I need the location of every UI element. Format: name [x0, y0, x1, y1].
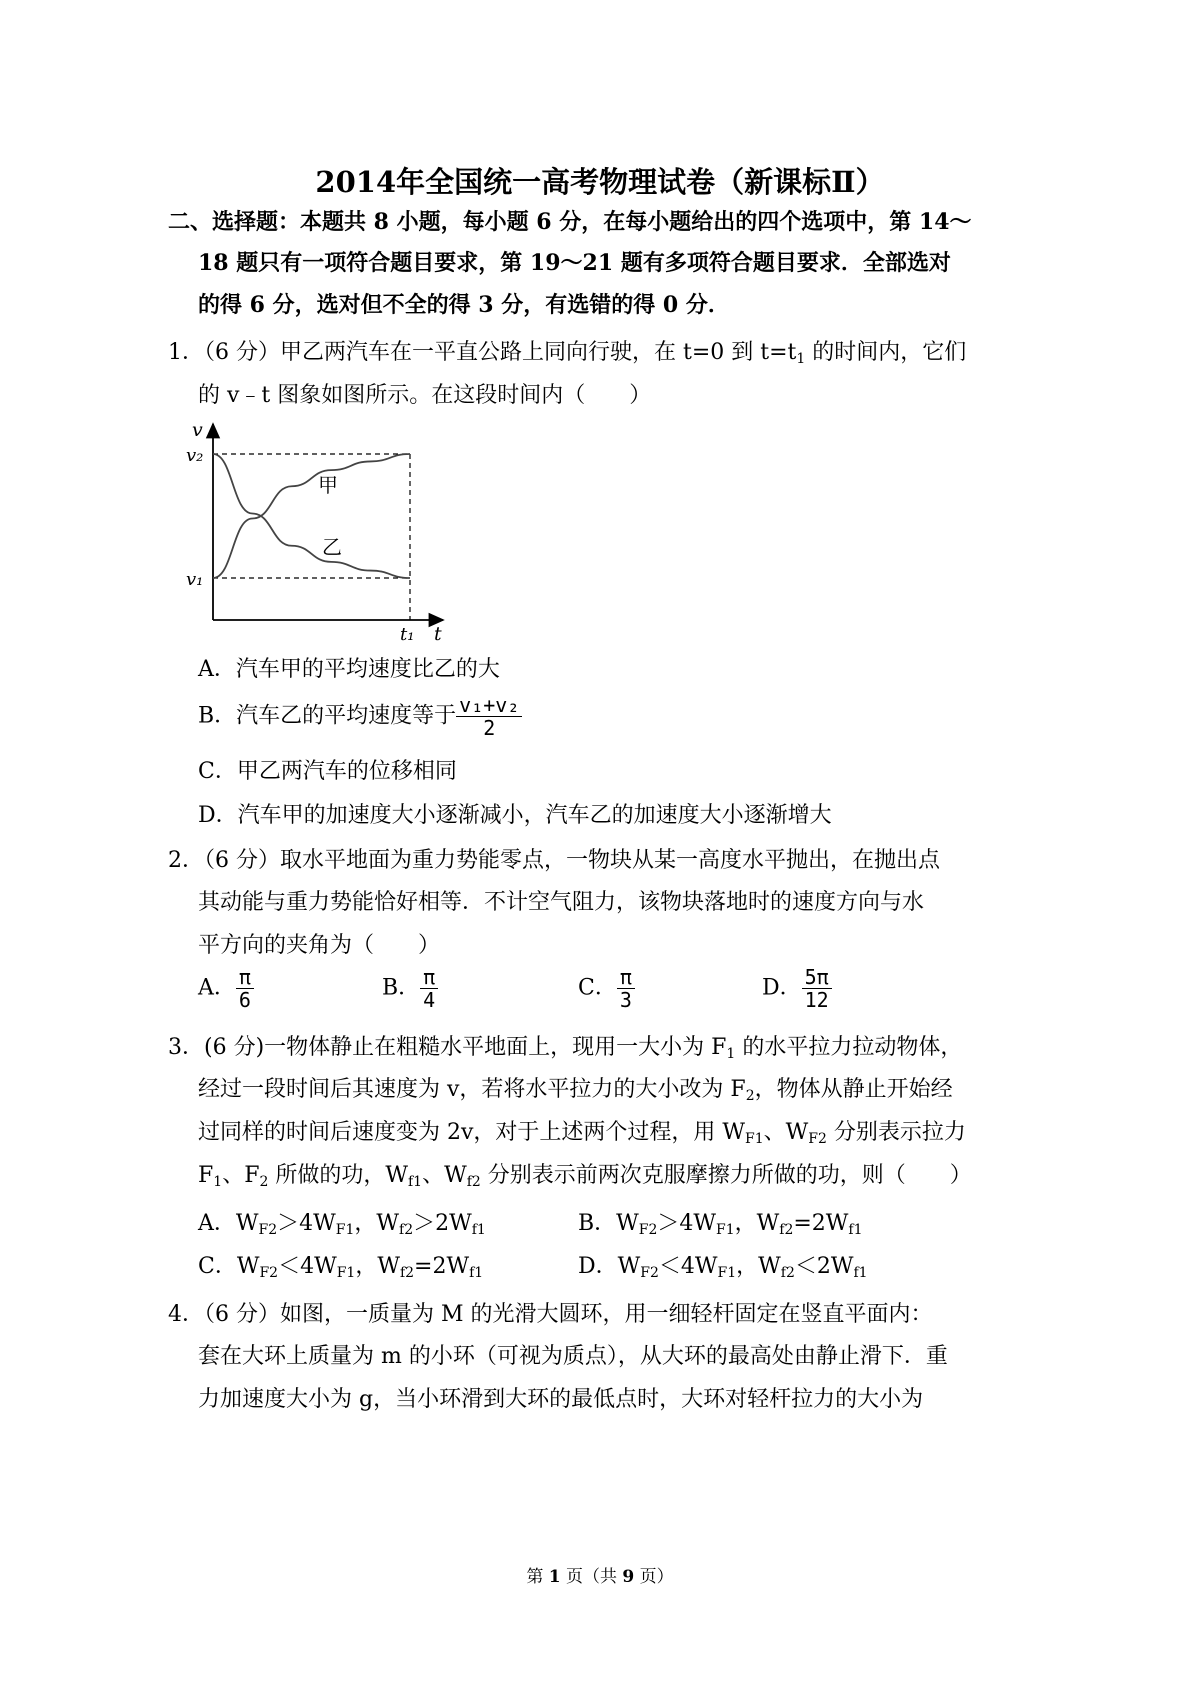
q2-option-a[interactable]: A． $\frac{\pi}{6}$ — [198, 966, 254, 1011]
q3-option-c[interactable]: C．$W_{F2}<4W_{F1}$，$W_{f2}=2W_{f1}$ — [198, 1254, 484, 1281]
page-title: 2014年全国统一高考物理试卷（新课标Ⅱ） — [315, 165, 885, 199]
series-label-jia: 甲 — [318, 473, 338, 497]
q1-option-d[interactable]: D．汽车甲的加速度大小逐渐减小，汽车乙的加速度大小逐渐增大 — [198, 803, 832, 828]
tick-label-v1: v₁ — [186, 569, 204, 590]
series-jia-curve — [213, 454, 410, 578]
q2-stem-line1: 2．（6 分）取水平地面为重力势能零点，一物块从某一高度水平抛出，在抛出点 — [168, 848, 940, 873]
tick-label-v2: v₂ — [186, 445, 204, 466]
y-axis-label: v — [192, 419, 203, 441]
page-footer: 第 1 页（共 9 页） — [526, 1567, 674, 1587]
q1-option-b[interactable]: B．汽车乙的平均速度等于 $\frac{\text{v₁+v₂}}{2}$ — [198, 694, 522, 739]
q3-stem-line1: 3．(6 分)一物体静止在粗糙水平地面上，现用一大小为 $F_1$ 的水平拉力拉动物体， — [168, 1035, 963, 1062]
section-instructions-line2: 18 题只有一项符合题目要求，第 19～21 题有多项符合题目要求．全部选对 — [198, 250, 951, 276]
tick-label-t1: t₁ — [400, 624, 415, 645]
series-yi-curve — [213, 454, 410, 578]
q3-option-a[interactable]: A．$W_{F2}>4W_{F1}$，$W_{f2}>2W_{f1}$ — [198, 1211, 486, 1238]
q3-option-b[interactable]: B．$W_{F2}>4W_{F1}$，$W_{f2}=2W_{f1}$ — [578, 1211, 863, 1238]
section-instructions-line3: 的得 6 分，选对但不全的得 3 分，有选错的得 0 分． — [198, 292, 730, 318]
series-label-yi: 乙 — [322, 535, 342, 559]
q3-option-d[interactable]: D．$W_{F2}<4W_{F1}$，$W_{f2}<2W_{f1}$ — [578, 1254, 868, 1281]
q1-option-c[interactable]: C．甲乙两汽车的位移相同 — [198, 759, 457, 784]
q1-stem-line2: 的 v﹣t 图象如图所示。在这段时间内（ ） — [198, 383, 652, 408]
q2-option-b[interactable]: B． $\frac{\pi}{4}$ — [382, 966, 438, 1011]
q2-option-d[interactable]: D． $\frac{5\pi}{12}$ — [762, 966, 832, 1011]
q4-stem-line1: 4．（6 分）如图，一质量为 M 的光滑大圆环，用一细轻杆固定在竖直平面内： — [168, 1302, 933, 1327]
x-axis-label: t — [434, 623, 442, 645]
q2-option-c[interactable]: C． $\frac{\pi}{3}$ — [578, 966, 635, 1011]
section-instructions-line1: 二、选择题：本题共 8 小题，每小题 6 分，在每小题给出的四个选项中，第 14～ — [168, 209, 972, 235]
q4-stem-line2: 套在大环上质量为 m 的小环（可视为质点），从大环的最高处由静止滑下．重 — [198, 1344, 948, 1369]
q3-stem-line4: $F_1$、$F_2$ 所做的功，$W_{f1}$、$W_{f2}$ 分别表示前两次克服摩擦力所做的功，则（ ） — [198, 1163, 972, 1190]
q2-stem-line3: 平方向的夹角为（ ） — [198, 933, 441, 958]
q3-stem-line2: 经过一段时间后其速度为 v，若将水平拉力的大小改为 $F_2$，物体从静止开始经 — [198, 1077, 953, 1104]
q1-option-a[interactable]: A．汽车甲的平均速度比乙的大 — [198, 657, 500, 682]
q1-stem-line1: 1．（6 分）甲乙两汽车在一平直公路上同向行驶，在 t=0 到 $t=t_1$ 的时间内，它们 — [168, 340, 967, 367]
page-number: 1 — [548, 1567, 561, 1587]
q1-option-b-fraction: $\frac{\text{v₁+v₂}}{2}$ — [456, 694, 522, 739]
total-pages: 9 — [622, 1567, 635, 1587]
q2-stem-line2: 其动能与重力势能恰好相等．不计空气阻力，该物块落地时的速度方向与水 — [198, 890, 925, 915]
q4-stem-line3: 力加速度大小为 g，当小环滑到大环的最低点时，大环对轻杆拉力的大小为 — [198, 1387, 924, 1412]
q3-stem-line3: 过同样的时间后速度变为 2v，对于上述两个过程，用 $W_{F1}$、$W_{F2}$ 分别表示拉力 — [198, 1120, 966, 1147]
